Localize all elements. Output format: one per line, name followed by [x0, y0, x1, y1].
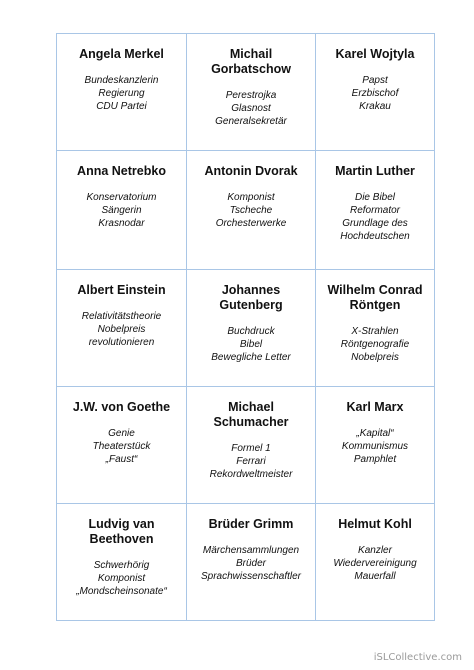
card-clue: Genie	[108, 428, 135, 439]
card-name: Karel Wojtyla	[335, 47, 415, 61]
card-clues	[316, 74, 434, 113]
card-clues	[57, 559, 186, 598]
card	[187, 504, 316, 621]
card-clue: Regierung	[98, 88, 145, 99]
card-clue: Nobelpreis	[351, 352, 399, 363]
card	[187, 151, 316, 270]
card-name: Helmut Kohl	[338, 517, 412, 531]
card-clue: Bundeskanzlerin	[84, 75, 159, 86]
card	[57, 504, 187, 621]
card-clue: Glasnost	[231, 103, 271, 114]
card-clues	[316, 544, 434, 583]
card-clue: Sängerin	[101, 205, 142, 216]
card-clue: Komponist	[227, 192, 275, 203]
card-clue: „Kapital“	[356, 428, 394, 439]
card-clues	[187, 325, 315, 364]
card	[187, 34, 316, 151]
card-clue: revolutionieren	[88, 337, 155, 348]
card	[187, 270, 316, 387]
card-clue: Märchensammlungen	[202, 545, 300, 556]
card-clue: Kommunismus	[341, 441, 409, 452]
card-name: Antonin Dvorak	[204, 164, 298, 178]
card-clue: Wiedervereinigung	[333, 558, 417, 569]
card-clue: Papst	[362, 75, 388, 86]
card-clue: Kanzler	[358, 545, 392, 556]
card-clue: Hochdeutschen	[340, 231, 410, 242]
card-clue: Bewegliche Letter	[211, 352, 291, 363]
card-clue: X-Strahlen	[351, 326, 399, 337]
card-name: Angela Merkel	[79, 47, 164, 61]
card-name: Anna Netrebko	[77, 164, 166, 178]
card-clues	[316, 325, 434, 364]
card-clue: Grundlage des	[342, 218, 408, 229]
card-clue: Generalsekretär	[215, 116, 287, 127]
card-clue: Brüder	[235, 558, 266, 569]
card-name: Michail Gorbatschow	[211, 47, 291, 76]
card	[187, 387, 316, 504]
card-clue: Relativitätstheorie	[81, 311, 162, 322]
card-name: Wilhelm Conrad Röntgen	[327, 283, 423, 312]
card-clue: Mauerfall	[354, 571, 396, 582]
card-name: J.W. von Goethe	[72, 400, 171, 414]
card-name: Ludvig van Beethoven	[88, 517, 155, 546]
card-clue: Theaterstück	[92, 441, 151, 452]
card-clue: Reformator	[349, 205, 400, 216]
card-clue: Schwerhörig	[93, 560, 150, 571]
card-clues	[187, 442, 315, 481]
card-clue: „Faust“	[105, 454, 138, 465]
card-clues	[187, 544, 315, 583]
card-clue: Die Bibel	[354, 192, 396, 203]
card-clues	[316, 427, 434, 466]
card-grid	[56, 33, 435, 621]
card-clue: Röntgenografie	[340, 339, 410, 350]
card-clue: Krasnodar	[98, 218, 145, 229]
card-clue: Buchdruck	[227, 326, 275, 337]
card-clue: Erzbischof	[351, 88, 399, 99]
card-clue: Orchesterwerke	[215, 218, 287, 229]
card-clues	[316, 191, 434, 243]
card-clue: Konservatorium	[86, 192, 157, 203]
card	[316, 504, 435, 621]
card-clue: „Mondscheinsonate“	[76, 586, 167, 597]
card-clue: Sprachwissenschaftler	[200, 571, 302, 582]
card-clue: Komponist	[97, 573, 146, 584]
card-name: Brüder Grimm	[208, 517, 294, 531]
card-clue: CDU Partei	[96, 101, 147, 112]
card-clue: Pamphlet	[353, 454, 397, 465]
card-clue: Formel 1	[231, 443, 271, 454]
card	[57, 270, 187, 387]
card	[57, 387, 187, 504]
card-clue: Krakau	[359, 101, 391, 112]
card-clue: Bibel	[239, 339, 263, 350]
card-clue: Ferrari	[236, 456, 266, 467]
card-clue: Nobelpreis	[97, 324, 146, 335]
card-clue: Rekordweltmeister	[209, 469, 293, 480]
card-name: Johannes Gutenberg	[219, 283, 283, 312]
card	[316, 387, 435, 504]
card-clues	[57, 310, 186, 349]
card	[57, 151, 187, 270]
card-clue: Perestrojka	[225, 90, 277, 101]
watermark: iSLCollective.com	[373, 652, 462, 663]
card-clues	[187, 89, 315, 128]
card-name: Martin Luther	[335, 164, 415, 178]
card-clues	[57, 191, 186, 230]
card-name: Albert Einstein	[77, 283, 166, 297]
card-name: Michael Schumacher	[213, 400, 289, 429]
card-clues	[57, 427, 186, 466]
card-clue: Tscheche	[229, 205, 273, 216]
card	[57, 34, 187, 151]
card-name: Karl Marx	[346, 400, 404, 414]
card	[316, 151, 435, 270]
card	[316, 34, 435, 151]
card-clues	[187, 191, 315, 230]
card	[316, 270, 435, 387]
card-clues	[57, 74, 186, 113]
